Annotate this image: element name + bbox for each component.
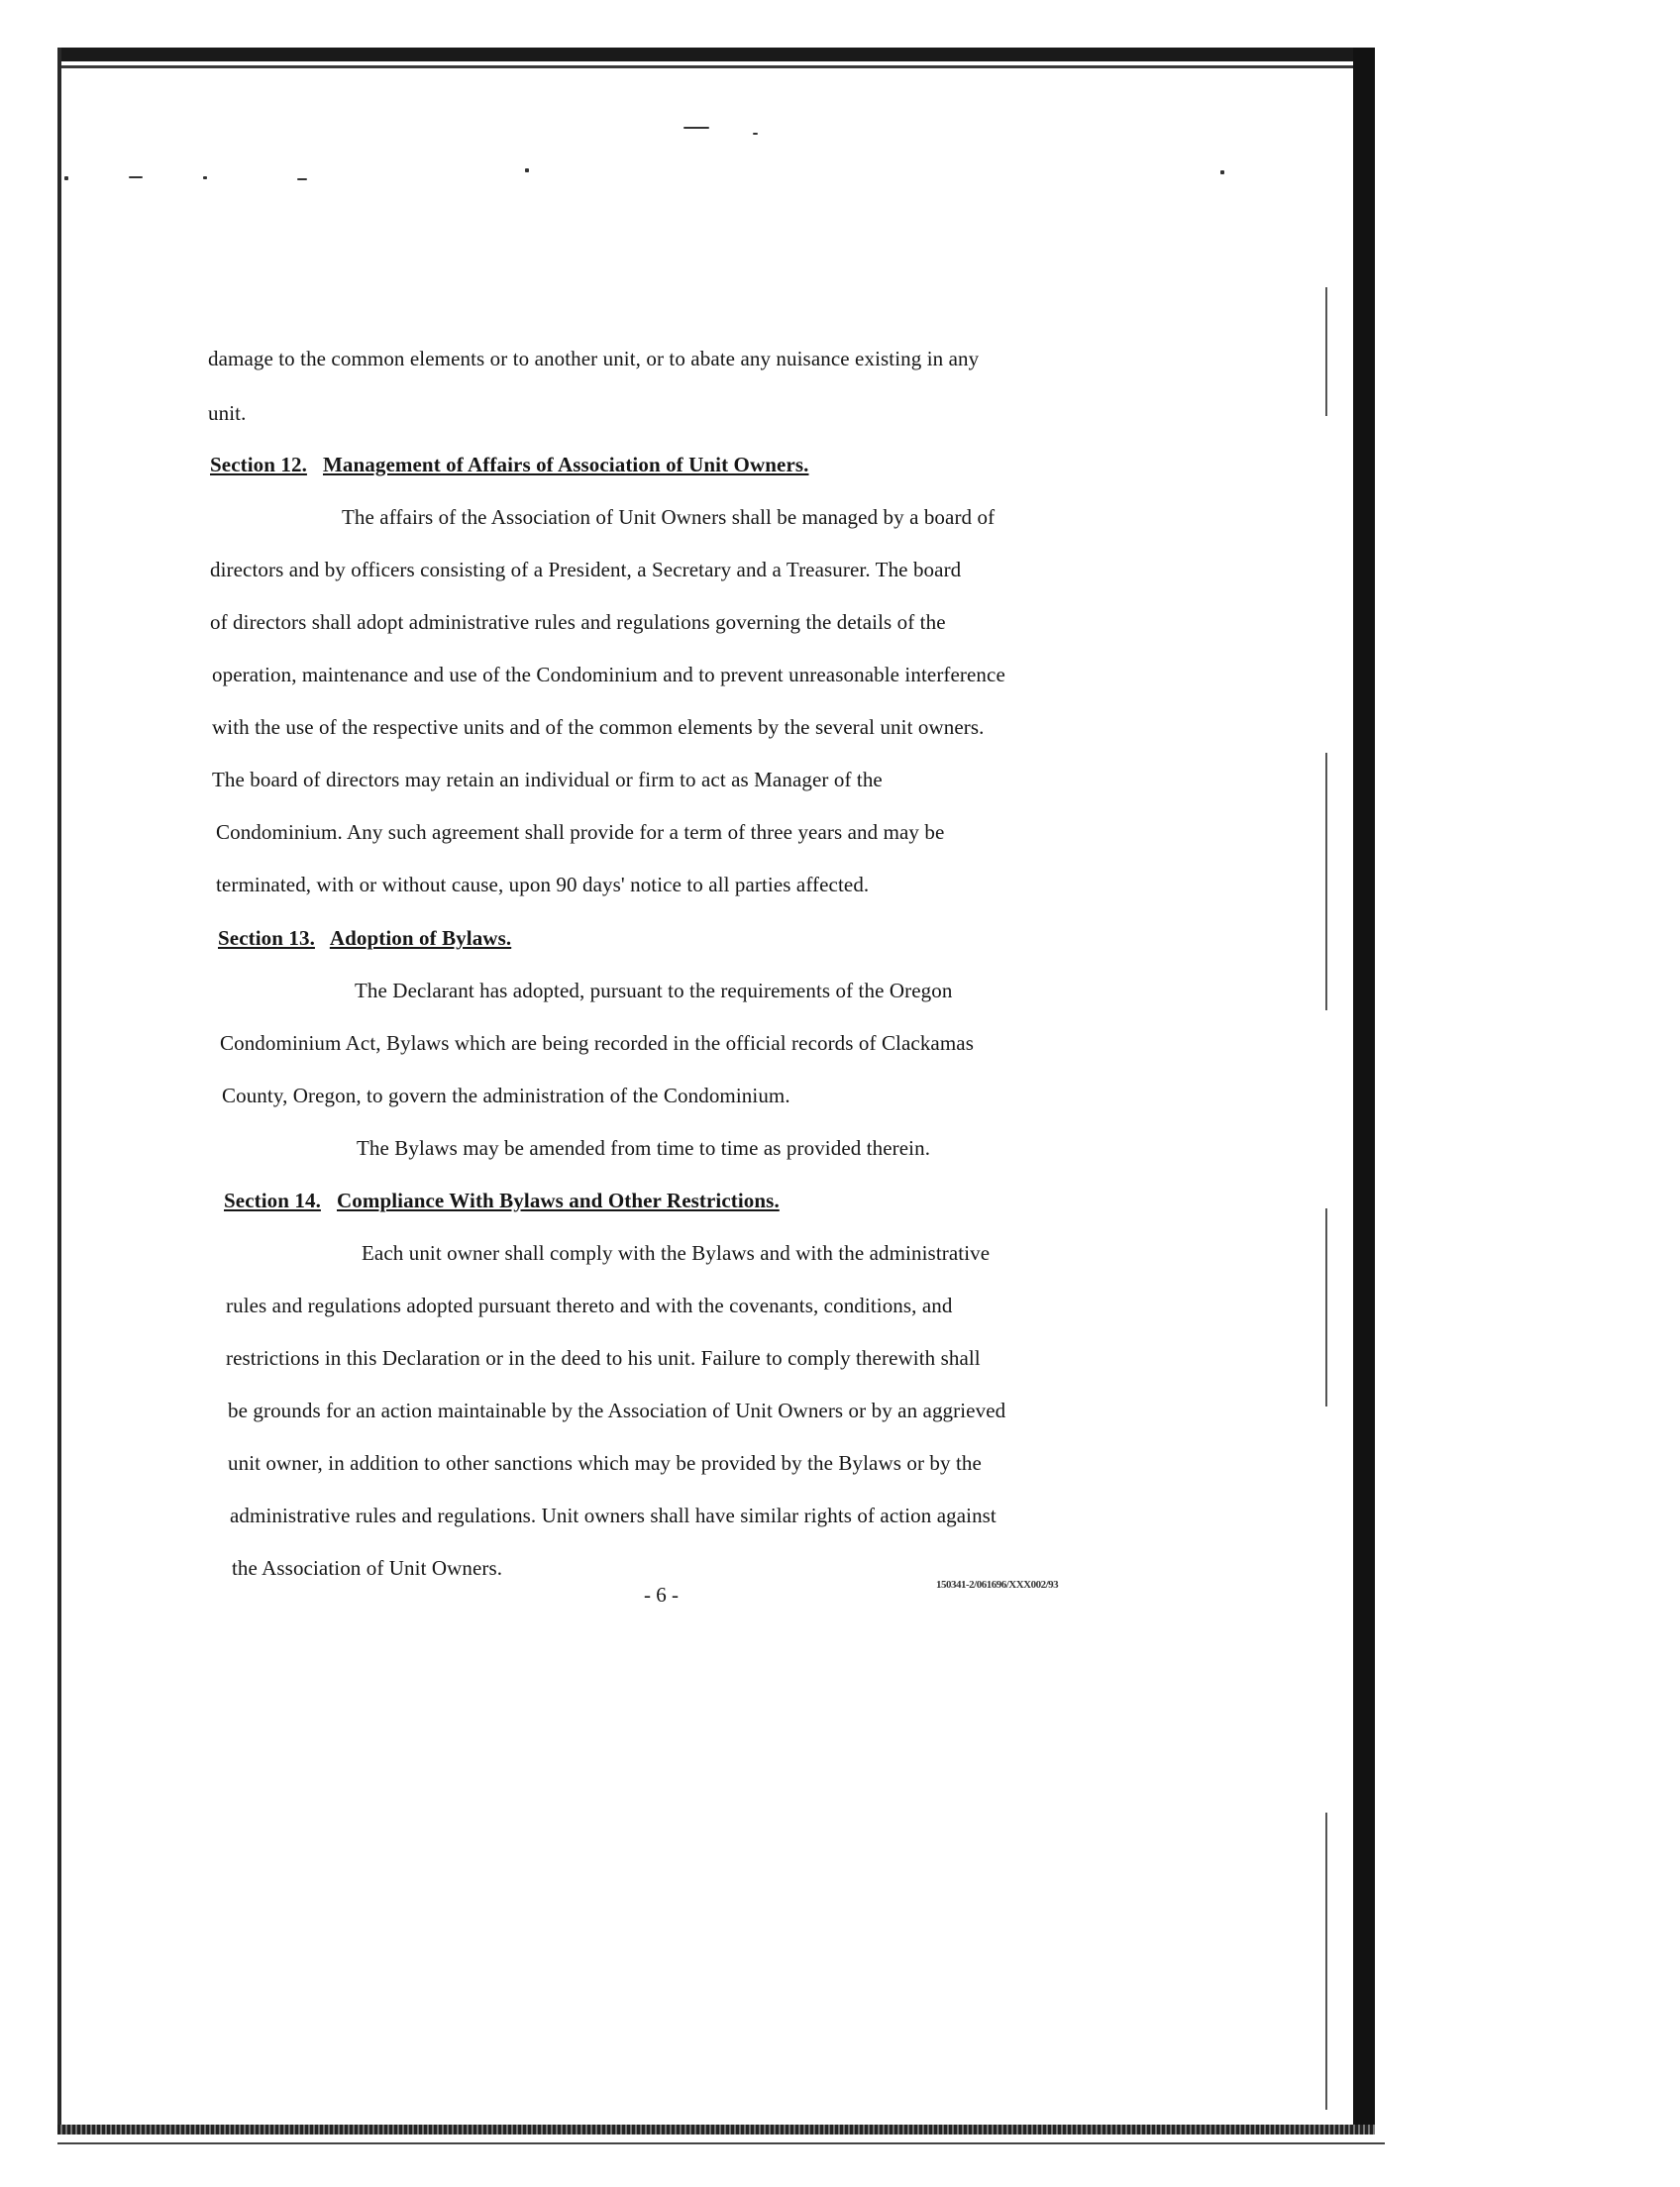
scan-speck xyxy=(1220,170,1224,174)
body-line: restrictions in this Declaration or in the deed to his unit. Failure to comply therewith shall xyxy=(226,1346,981,1370)
section-13-label: Section 13. xyxy=(218,926,315,950)
body-line: unit owner, in addition to other sanctions which may be provided by the Bylaws or by the xyxy=(228,1451,982,1475)
scan-edge-mark xyxy=(1325,1208,1327,1406)
body-line: The affairs of the Association of Unit Owners shall be managed by a board of xyxy=(342,505,996,529)
scan-speck xyxy=(525,168,529,172)
scan-border-left xyxy=(57,48,61,2133)
section-12-heading xyxy=(210,453,809,477)
body-line: Condominium. Any such agreement shall provide for a term of three years and may be xyxy=(216,820,945,844)
section-12-label: Section 12. xyxy=(210,453,307,476)
page-number: - 6 - xyxy=(644,1583,679,1607)
body-line: administrative rules and regulations. Unit owners shall have similar rights of action against xyxy=(230,1504,997,1527)
body-line: operation, maintenance and use of the Condominium and to prevent unreasonable interference xyxy=(212,663,1005,686)
body-line: Each unit owner shall comply with the Bylaws and with the administrative xyxy=(362,1241,991,1265)
scan-speck xyxy=(683,127,709,129)
body-line: damage to the common elements or to another unit, or to abate any nuisance existing in any xyxy=(208,347,980,370)
body-line: County, Oregon, to govern the administration of the Condominium. xyxy=(222,1084,790,1107)
scan-speck xyxy=(203,176,207,179)
section-13-title: Adoption of Bylaws. xyxy=(329,926,512,950)
scan-speck xyxy=(129,176,143,178)
body-line: with the use of the respective units and of the common elements by the several unit owners. xyxy=(212,715,985,739)
body-line: Condominium Act, Bylaws which are being recorded in the official records of Clackamas xyxy=(220,1031,974,1055)
body-line: unit. xyxy=(208,401,247,425)
scan-border-bottom xyxy=(57,2125,1375,2135)
body-line: The board of directors may retain an individual or firm to act as Manager of the xyxy=(212,768,883,791)
body-line: of directors shall adopt administrative rules and regulations governing the details of the xyxy=(210,610,946,634)
body-line: be grounds for an action maintainable by the Association of Unit Owners or by an aggrieved xyxy=(228,1399,1006,1422)
body-line: rules and regulations adopted pursuant thereto and with the covenants, conditions, and xyxy=(226,1294,953,1317)
scan-border-right xyxy=(1353,48,1375,2133)
document-code: 150341-2/061696/XXX002/93 xyxy=(936,1579,1059,1591)
section-13-heading xyxy=(218,926,511,951)
section-12-title: Management of Affairs of Association of Unit Owners. xyxy=(323,453,809,476)
scan-speck xyxy=(64,176,68,180)
section-14-heading xyxy=(224,1189,780,1213)
body-line: The Bylaws may be amended from time to time as provided therein. xyxy=(357,1136,931,1160)
scan-speck xyxy=(753,133,758,135)
body-line: The Declarant has adopted, pursuant to the requirements of the Oregon xyxy=(355,979,953,1002)
body-line: terminated, with or without cause, upon 90 days' notice to all parties affected. xyxy=(216,873,870,896)
scan-edge-mark xyxy=(1325,753,1327,1010)
scan-speck xyxy=(297,178,307,180)
scan-edge-mark xyxy=(1325,1813,1327,2110)
body-line: directors and by officers consisting of a President, a Secretary and a Treasurer. The board xyxy=(210,558,962,581)
section-14-label: Section 14. xyxy=(224,1189,321,1212)
scan-edge-mark xyxy=(1325,287,1327,416)
scan-border-top-thin xyxy=(57,65,1370,68)
scan-border-top xyxy=(57,48,1370,61)
section-14-title: Compliance With Bylaws and Other Restrictions. xyxy=(337,1189,780,1212)
body-line: the Association of Unit Owners. xyxy=(232,1556,503,1580)
scan-border-bottom-line xyxy=(57,2142,1385,2144)
